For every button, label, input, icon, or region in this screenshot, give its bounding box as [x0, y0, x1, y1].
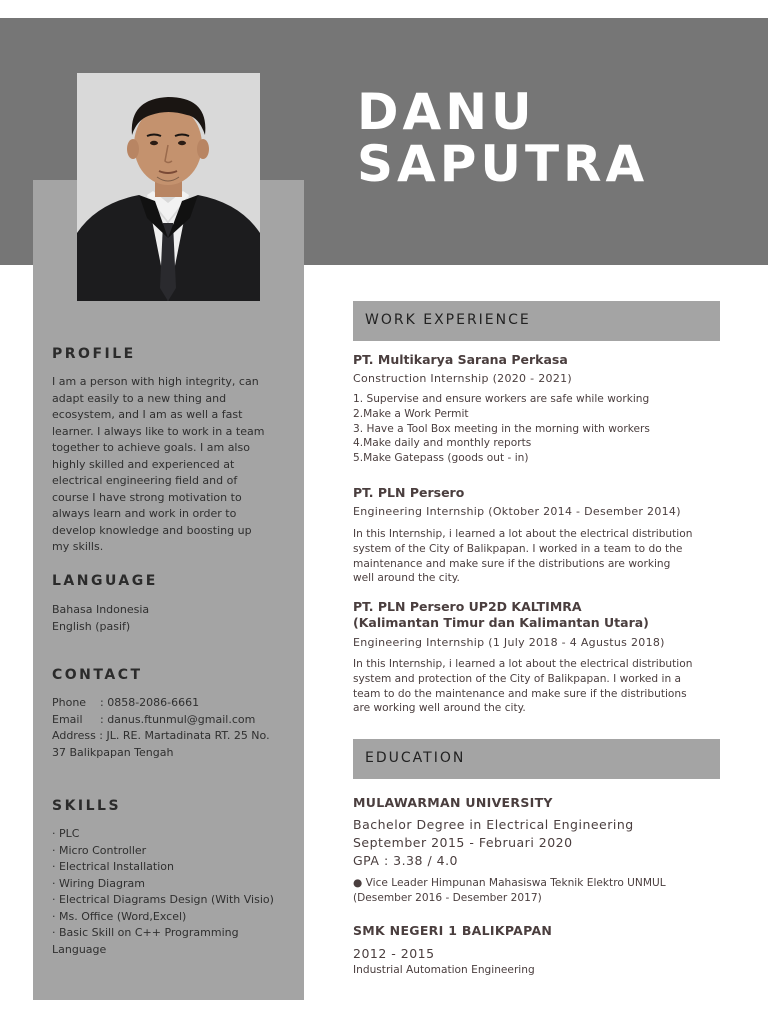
job-role: Engineering Internship (Oktober 2014 - Desember 2014)	[353, 505, 681, 518]
profile-line: course I have strong motivation to	[52, 490, 242, 504]
job-duties	[353, 392, 723, 466]
profile-line: develop knowledge and boosting up	[52, 523, 252, 537]
skill-item: · Electrical Diagrams Design (With Visio)	[52, 893, 274, 906]
person-portrait-icon	[77, 73, 260, 301]
profile-line: together to achieve goals. I am also	[52, 441, 250, 454]
language-list	[52, 602, 149, 635]
job-description	[353, 527, 723, 586]
profile-line: electrical engineering field and of	[52, 474, 238, 487]
major: Industrial Automation Engineering	[353, 964, 535, 976]
job-role: Engineering Internship (1 July 2018 - 4 Agustus 2018)	[353, 636, 665, 649]
activity-note	[353, 876, 723, 906]
job-line: well around the city.	[353, 572, 460, 585]
job-line: 2.Make a Work Permit	[353, 407, 469, 420]
note-line: (Desember 2016 - Desember 2017)	[353, 891, 542, 904]
job-entry	[353, 599, 723, 716]
job-entry	[353, 485, 723, 586]
education-heading: EDUCATION	[365, 750, 466, 766]
first-name: DANU	[357, 83, 536, 141]
profile-line: highly skilled and experienced at	[52, 457, 235, 471]
job-line: team to do the maintenance and make sure if the distributions	[353, 687, 687, 700]
job-line: 4.Make daily and monthly reports	[353, 437, 532, 450]
profile-photo	[77, 73, 260, 301]
language-item: English (pasif)	[52, 619, 131, 633]
language-item: Bahasa Indonesia	[52, 603, 150, 616]
email-label: Email	[52, 712, 83, 726]
profile-line: I am a person with high integrity, can	[52, 375, 259, 388]
address-line: 37 Balikpapan Tengah	[52, 745, 174, 759]
profile-text	[52, 374, 264, 556]
job-line: system of the City of Balikpapan. I worked in a team to do the	[353, 542, 683, 555]
skills-list	[52, 826, 274, 958]
job-company: PT. PLN Persero	[353, 485, 465, 500]
skill-item: · Basic Skill on C++ Programming	[52, 926, 239, 939]
profile-heading: PROFILE	[52, 346, 136, 362]
study-period: 2012 - 2015	[353, 946, 435, 961]
contact-info	[52, 695, 270, 761]
profile-line: always learn and work in order to	[52, 507, 237, 520]
skill-item: Language	[52, 942, 107, 956]
job-line: system and protection of the City of Balikpapan. I worked in a	[353, 672, 682, 685]
profile-line: my skills.	[52, 540, 104, 553]
contact-heading: CONTACT	[52, 667, 143, 683]
skill-item: · Ms. Office (Word,Excel)	[52, 909, 187, 923]
education-bar	[353, 739, 720, 779]
job-line: 1. Supervise and ensure workers are safe while working	[353, 393, 650, 405]
skill-item: · Electrical Installation	[52, 860, 174, 873]
language-heading: LANGUAGE	[52, 573, 158, 589]
education-entry	[353, 923, 723, 978]
phone-value: : 0858-2086-6661	[100, 696, 200, 709]
contact-phone	[52, 695, 270, 712]
contact-email	[52, 712, 270, 729]
degree: Bachelor Degree in Electrical Engineering	[353, 817, 634, 832]
skills-heading: SKILLS	[52, 798, 122, 814]
school-name: SMK NEGERI 1 BALIKPAPAN	[353, 923, 553, 938]
work-experience-bar	[353, 301, 720, 341]
note-line: ● Vice Leader Himpunan Mahasiswa Teknik Elektro UNMUL	[353, 877, 666, 889]
address-line: Address : JL. RE. Martadinata RT. 25 No.	[52, 729, 270, 742]
job-company: (Kalimantan Timur dan Kalimantan Utara)	[353, 615, 649, 630]
gpa: GPA : 3.38 / 4.0	[353, 853, 459, 868]
skill-item: · Micro Controller	[52, 843, 147, 857]
job-line: are working well around the city.	[353, 702, 526, 715]
job-description	[353, 657, 723, 716]
job-line: In this Internship, i learned a lot about the electrical distribution	[353, 658, 693, 670]
job-line: 5.Make Gatepass (goods out - in)	[353, 452, 529, 465]
study-period: September 2015 - Februari 2020	[353, 835, 573, 850]
profile-line: learner. I always like to work in a team	[52, 424, 265, 438]
job-company: PT. PLN Persero UP2D KALTIMRA	[353, 599, 582, 614]
profile-line: ecosystem, and I am as well a fast	[52, 408, 243, 421]
skill-item: · Wiring Diagram	[52, 876, 145, 890]
phone-label: Phone	[52, 696, 87, 709]
school-name: MULAWARMAN UNIVERSITY	[353, 795, 553, 810]
email-value: : danus.ftunmul@gmail.com	[100, 712, 256, 726]
education-entry	[353, 795, 723, 906]
skill-item: · PLC	[52, 827, 80, 840]
job-line: In this Internship, i learned a lot about the electrical distribution	[353, 528, 693, 540]
profile-line: adapt easily to a new thing and	[52, 391, 227, 405]
job-role: Construction Internship (2020 - 2021)	[353, 372, 573, 385]
job-company: PT. Multikarya Sarana Perkasa	[353, 352, 568, 367]
last-name: SAPUTRA	[357, 135, 649, 193]
work-experience-heading: WORK EXPERIENCE	[365, 312, 531, 328]
job-line: maintenance and make sure if the distributions are working	[353, 557, 671, 570]
job-line: 3. Have a Tool Box meeting in the morning with workers	[353, 422, 650, 435]
candidate-name	[357, 83, 649, 193]
job-entry	[353, 352, 723, 466]
